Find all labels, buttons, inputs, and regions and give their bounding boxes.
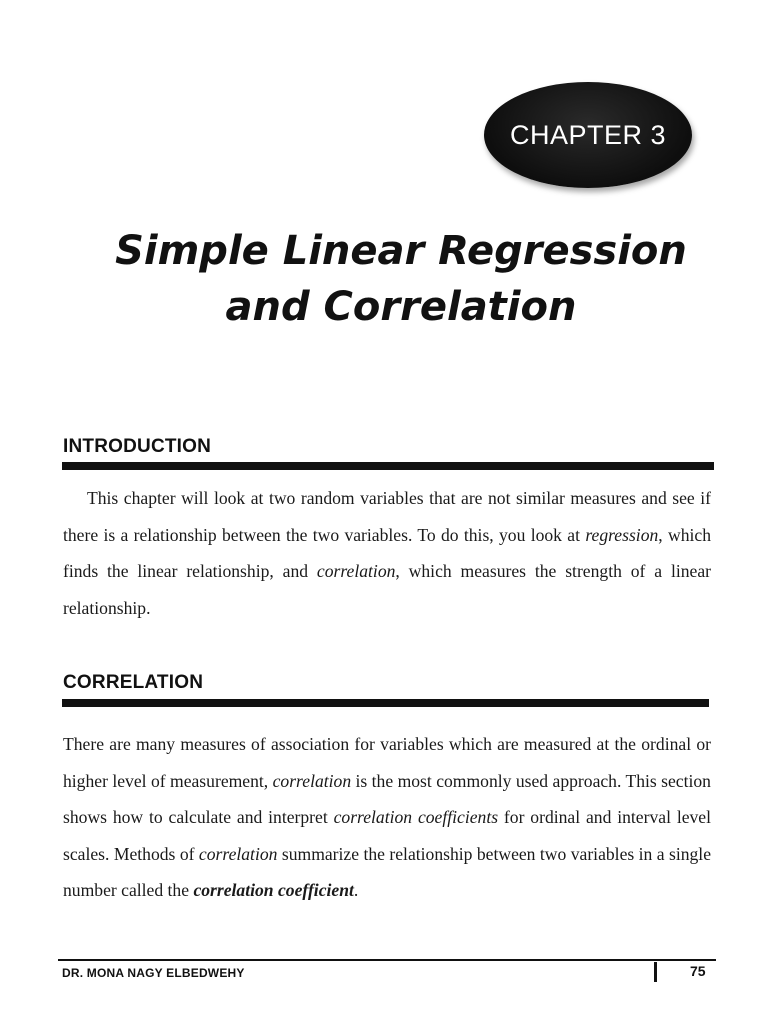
chapter-badge bbox=[484, 82, 692, 188]
intro-text-2: , which finds the linear relationship, and bbox=[63, 524, 712, 581]
corr-text-5: . bbox=[353, 880, 359, 900]
corr-term-coefficients: correlation coefficients bbox=[333, 807, 499, 827]
intro-text-3: , which measures the strength of a linear relationship. bbox=[63, 561, 711, 618]
intro-term-regression: regression bbox=[585, 524, 659, 545]
intro-term-correlation: correlation bbox=[316, 561, 396, 581]
corr-text-1: There are many measures of association for variables which are measured at the ordinal or higher level of measurement, bbox=[63, 734, 711, 791]
page-number: 75 bbox=[690, 963, 706, 979]
correlation-heading: CORRELATION bbox=[63, 672, 204, 693]
chapter-title bbox=[0, 223, 768, 335]
introduction-heading: INTRODUCTION bbox=[63, 436, 212, 457]
corr-term-correlation-2: correlation bbox=[198, 843, 278, 864]
intro-text-1: This chapter will look at two random variables that are not similar measures and see if there is a relationship between the two variables. To do this, you look at bbox=[63, 488, 711, 545]
correlation-rule bbox=[62, 699, 709, 707]
introduction-rule bbox=[62, 462, 714, 470]
corr-text-2: is the most commonly used approach. This section shows how to calculate and interpret bbox=[63, 770, 711, 827]
footer-rule bbox=[58, 959, 716, 961]
footer-author: DR. MONA NAGY ELBEDWEHY bbox=[62, 966, 245, 980]
corr-term-correlation: correlation bbox=[272, 770, 352, 791]
chapter-title-line-2: and Correlation bbox=[225, 284, 577, 330]
corr-text-3: for ordinal and interval level scales. Methods of bbox=[63, 807, 712, 864]
footer-divider bbox=[654, 962, 657, 982]
corr-text-4: summarize the relationship between two variables in a single number called the bbox=[63, 843, 712, 900]
introduction-paragraph bbox=[63, 480, 711, 626]
corr-term-coefficient-bold: correlation coefficient bbox=[193, 880, 354, 900]
chapter-title-line-1: Simple Linear Regression bbox=[115, 228, 687, 274]
chapter-label: CHAPTER 3 bbox=[509, 119, 667, 150]
correlation-paragraph bbox=[63, 726, 711, 909]
